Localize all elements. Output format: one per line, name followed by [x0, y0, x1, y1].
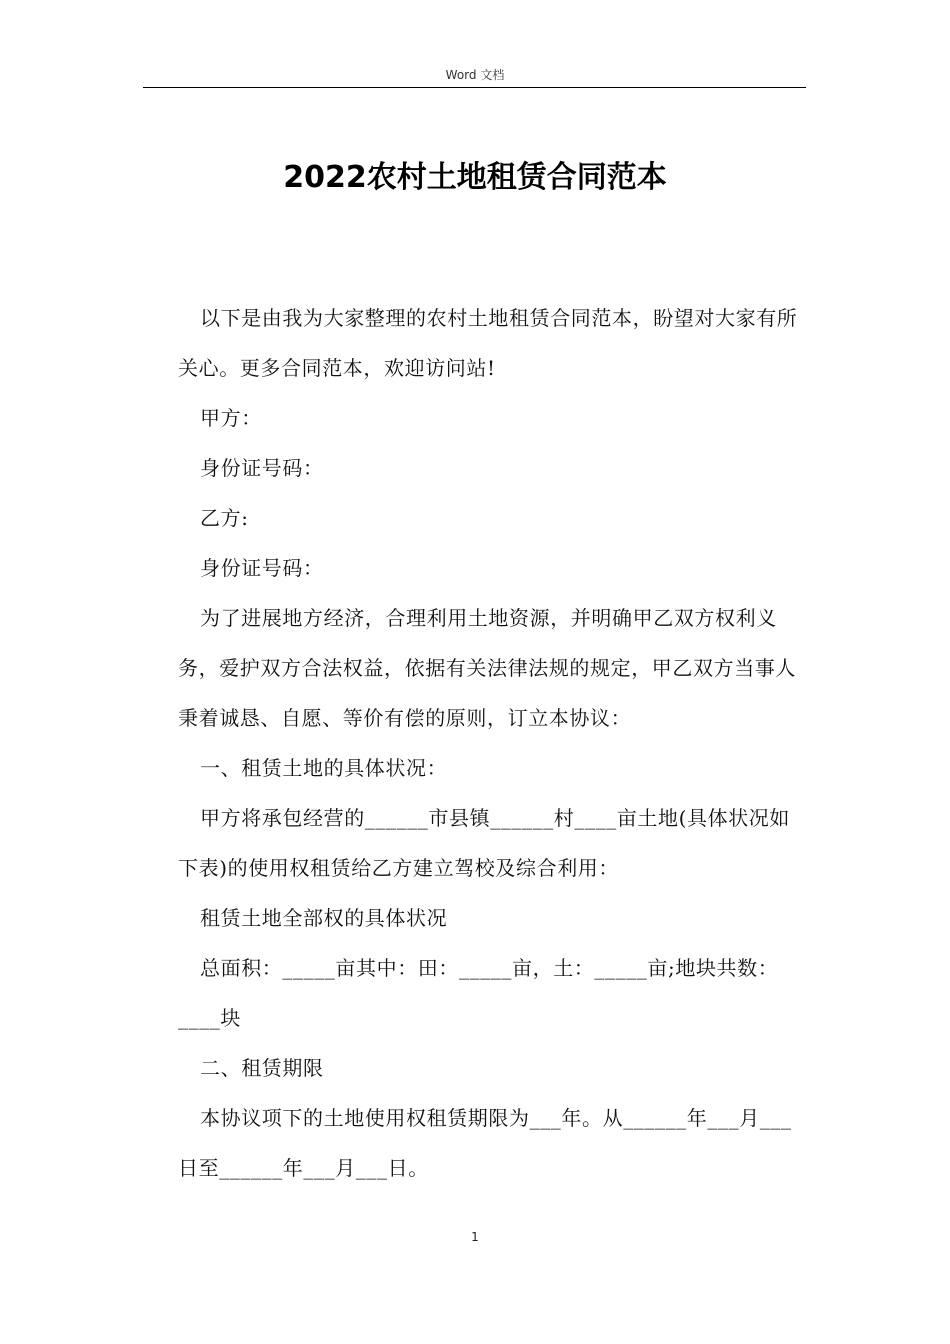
document-body — [178, 293, 804, 1193]
paragraph-purpose: 为了进展地方经济，合理利用土地资源，并明确甲乙双方权利义务，爱护双方合法权益，依据有关法律法规的规定，甲乙双方当事人秉着诚恳、自愿、等价有偿的原则，订立本协议： — [178, 606, 796, 730]
paragraph-party-b: 乙方: — [200, 506, 249, 530]
page-number: 1 — [471, 1230, 479, 1244]
paragraph-intro: 以下是由我为大家整理的农村土地租赁合同范本，盼望对大家有所关心。更多合同范本，欢迎访问站! — [178, 306, 798, 380]
paragraph-party-a: 甲方： — [200, 406, 262, 430]
paragraph-land-lease: 甲方将承包经营的______市县镇______村____亩土地(具体状况如下表)的使用权租赁给乙方建立驾校及综合利用： — [178, 806, 791, 880]
paragraph-ownership-status: 租赁土地全部权的具体状况 — [200, 906, 448, 930]
section-heading-lease-term: 二、租赁期限 — [200, 1056, 324, 1080]
paragraph-party-a-id: 身份证号码： — [200, 456, 324, 480]
paragraph-total-area: 总面积：_____亩其中：田：_____亩，土：_____亩;地块共数：____块 — [178, 956, 779, 1030]
section-heading-land-status: 一、租赁土地的具体状况： — [200, 756, 448, 780]
header-rule — [143, 87, 806, 88]
paragraph-party-b-id: 身份证号码： — [200, 556, 324, 580]
document-title: 2022农村土地租赁合同范本 — [283, 160, 667, 195]
paragraph-lease-term: 本协议项下的土地使用权租赁期限为___年。从______年___月___日至______年___月___日。 — [178, 1106, 792, 1180]
header-label: Word 文档 — [445, 68, 505, 82]
